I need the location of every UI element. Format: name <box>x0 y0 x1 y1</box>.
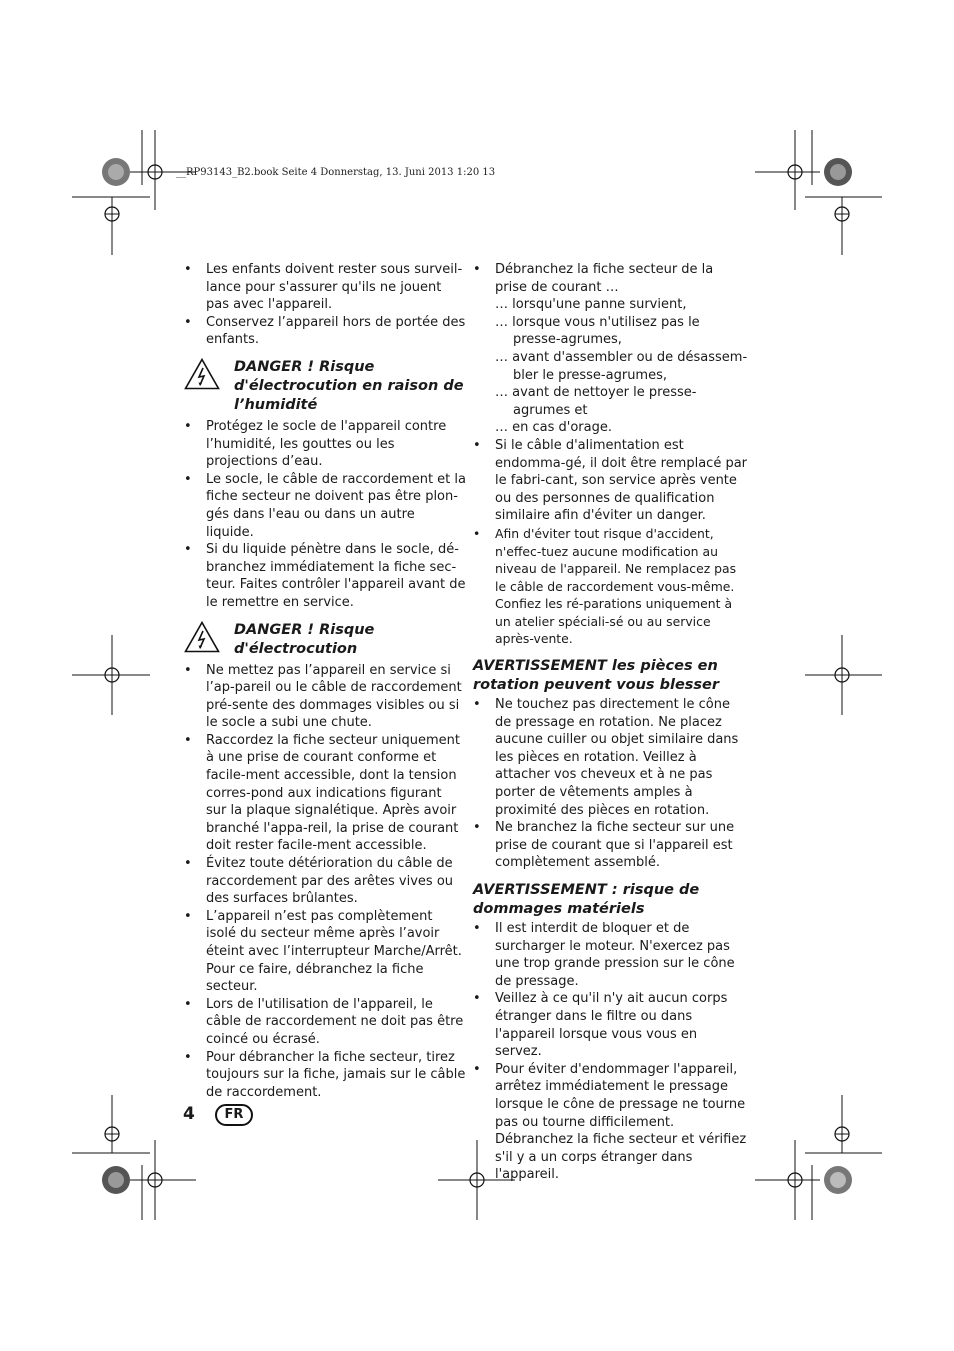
page-number: 4 <box>183 1104 195 1124</box>
danger-title: DANGER ! Risque d'électrocution en raison de l’humidité <box>234 358 464 413</box>
list-item: • Si le câble d'alimentation est endomma-gé, il doit être remplacé par le fabri-cant, son service après vente ou des personnes de qualification similaire afin d'éviter un danger. <box>473 437 748 524</box>
list-item: • Le socle, le câble de raccordement et la fiche secteur ne doivent pas être plon-gés dans l'eau ou dans un autre liquide. <box>184 471 466 540</box>
electric-hazard-icon <box>184 358 220 390</box>
list-item: • Évitez toute détérioration du câble de raccordement par des arêtes vives ou des surfaces brûlantes. <box>184 856 454 907</box>
list-item: • Ne branchez la fiche secteur sur une prise de courant que si l'appareil est complètement assemblé. <box>473 820 735 871</box>
condition-item: … lorsqu'une panne survient, <box>495 297 687 313</box>
danger-heading-humidity <box>184 358 466 415</box>
condition-item: … lorsque vous n'utilisez pas le presse-agrumes, <box>495 314 700 348</box>
condition-item: … en cas d'orage. <box>495 420 612 436</box>
list-item: • Débranchez la fiche secteur de la prise de courant … <box>473 262 714 295</box>
list-item: • Raccordez la fiche secteur uniquement à une prise de courant conforme et facile-ment accessible, dont la tension corres-pond aux indications figurant sur la plaque signalétique. Après avoir branché l'appa-reil, la prise de courant doit rester facile-ment accessible. <box>184 732 461 854</box>
list-item: • Protégez le socle de l'appareil contre l’humidité, les gouttes ou les projections d’eau. <box>184 418 447 470</box>
list-item: • Lors de l'utilisation de l'appareil, le câble de raccordement ne doit pas être coincé ou écrasé. <box>184 996 464 1047</box>
list-item: • Si du liquide pénètre dans le socle, dé-branchez immédiatement la fiche sec-teur. Faites contrôler l'appareil avant de le remettre en service. <box>184 542 466 610</box>
list-item: • L’appareil n’est pas complètement isolé du secteur même après l’avoir éteint avec l’interrupteur Marche/Arrêt. Pour ce faire, débranchez la fiche secteur. <box>184 908 462 995</box>
danger-title: DANGER ! Risque d'électrocution <box>234 621 375 657</box>
list-item: • Il est interdit de bloquer et de surcharger le moteur. N'exercez pas une trop grande pression sur le cône de pressage. <box>473 921 735 989</box>
warning-title-rotation: AVERTISSEMENT les pièces en rotation peuvent vous blesser <box>473 658 720 694</box>
condition-item: … avant de nettoyer le presse-agrumes et <box>495 385 697 418</box>
list-item: • Pour débrancher la fiche secteur, tirez toujours sur la fiche, jamais sur le câble de raccordement. <box>184 1049 466 1100</box>
list-item: • Pour éviter d'endommager l'appareil, arrêtez immédiatement le pressage lorsque le cône de pressage ne tourne pas ou tourne difficilement. Débranchez la fiche secteur et vérifiez s'il y a un corps étranger dans l'appareil. <box>473 1061 747 1183</box>
language-badge: FR <box>215 1104 253 1126</box>
list-item: • Ne touchez pas directement le cône de pressage en rotation. Ne placez aucune cuiller ou objet similaire dans les pièces en rotation. Veillez à attacher vos cheveux et à ne pas porter de vêtements amples à proximité des pièces en rotation. <box>473 697 739 818</box>
right-column <box>473 261 748 1184</box>
left-column <box>184 261 466 1101</box>
electric-hazard-icon <box>184 621 220 653</box>
print-header: __RP93143_B2.book Seite 4 Donnerstag, 13. Juni 2013 1:20 13 <box>176 167 496 178</box>
list-item: • Ne mettez pas l’appareil en service si l’ap-pareil ou le câble de raccordement pré-sente des dommages visibles ou si le socle a subi une chute. <box>184 662 462 731</box>
list-item: • Veillez à ce qu'il n'y ait aucun corps étranger dans le filtre ou dans l'appareil lorsque vous vous en servez. <box>473 991 728 1060</box>
list-item: • Afin d'éviter tout risque d'accident, n'effec-tuez aucune modification au niveau de l'appareil. Ne remplacez pas le câble de raccordement vous-même. Confiez les ré-parations uniquement à un atelier spéciali-sé ou au service après-vente. <box>473 525 737 647</box>
danger-heading-electrocution <box>184 621 466 659</box>
condition-item: … avant d'assembler ou de désassem-bler le presse-agrumes, <box>495 349 748 383</box>
warning-title-material: AVERTISSEMENT : risque de dommages matériels <box>473 882 700 917</box>
list-item: • Conservez l’appareil hors de portée des enfants. <box>184 314 466 348</box>
list-item: • Les enfants doivent rester sous surveil-lance pour s'assurer qu'ils ne jouent pas avec l'appareil. <box>184 262 463 313</box>
